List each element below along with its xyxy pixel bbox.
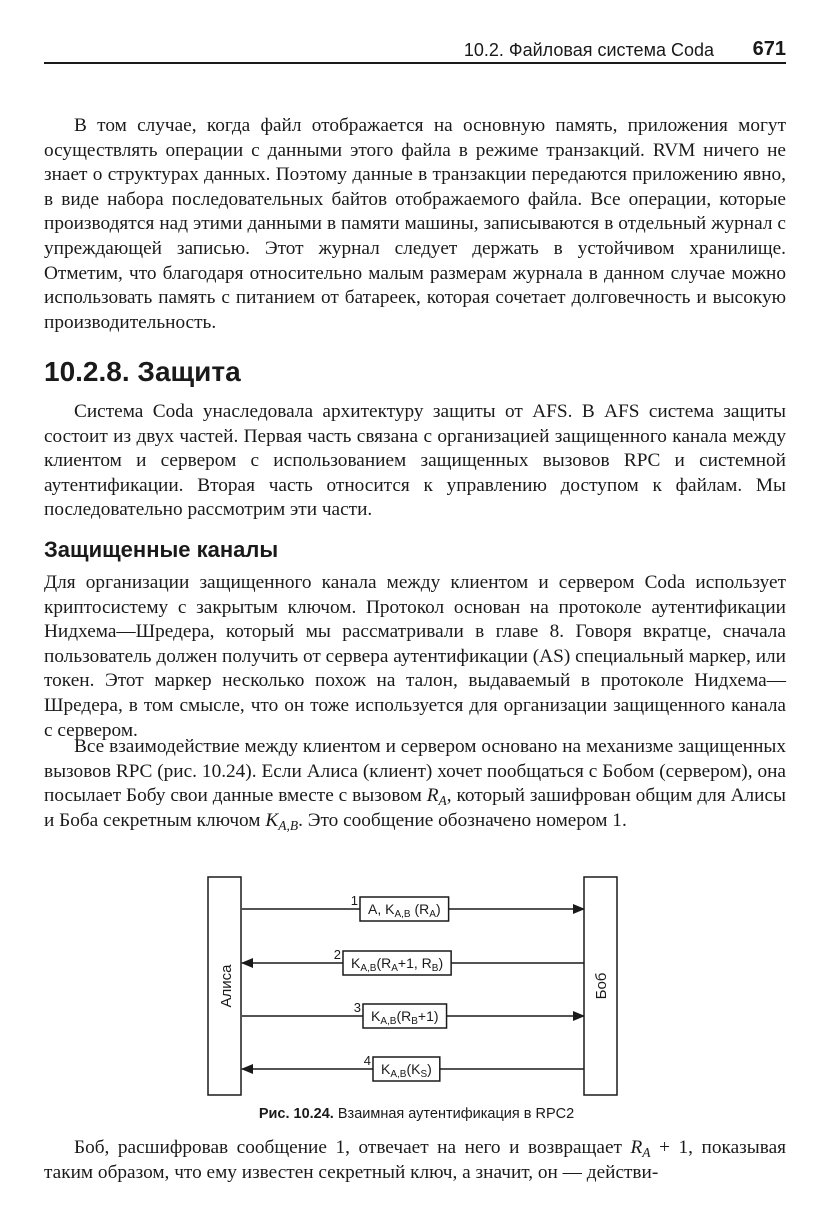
- var-base: K: [265, 809, 279, 831]
- var-kab: [265, 810, 298, 831]
- var-base: R: [426, 785, 439, 807]
- message-label-2: $K_{A,B}(R_A+1$, $R_B$): [351, 955, 444, 974]
- var-sub: A,B: [278, 817, 299, 833]
- var-ra: [630, 1137, 651, 1161]
- section-heading: 10.2.8. Защита: [44, 356, 241, 387]
- paragraph-rpc: [44, 735, 786, 833]
- paragraph-channels: Для организации защищенного канала между клиентом и сервером Coda использует криптосистему с закрытым ключом. Протокол основан на протоколе аутентификации Нидхема—Шредера, который мы рассматривали в главе 8. Говоря вкратце, сначала пользователь должен получить от сервера аутентификации (AS) специальный маркер, или токен. Этот маркер несколько похож на талон, выдаваемый в протоколе Нидхема—Шредера, в том смысле, что он тоже используется для организации защищенного канала с сервером.: [44, 572, 786, 741]
- text-run: , который зашифрован общим для Алисы и Боба секретным ключом: [44, 785, 786, 831]
- figure-caption: [0, 1106, 833, 1122]
- caption-text: Взаимная аутентификация в RPC2: [333, 1106, 575, 1122]
- text-run: + 1, показывая таким образом, что ему известен секретный ключ, а значит, он — действи-: [44, 1137, 786, 1183]
- running-title: 10.2. Файловая система Coda: [463, 40, 714, 60]
- paragraph-protection: Система Coda унаследовала архитектуру защиты от AFS. В AFS система защиты состоит из двух частей. Первая часть связана с организацией защищенного канала между клиентом и сервером с использованием защищенных вызовов RPC и системной аутентификации. Вторая часть относится к управлению доступом к файлам. Мы последовательно рассмотрим эти части.: [44, 401, 786, 521]
- var-ra: [426, 785, 447, 809]
- caption-label: Рис. 10.24.: [258, 1106, 334, 1122]
- text-run: Боб, расшифровав сообщение 1, отвечает на него и возвращает: [74, 1137, 631, 1158]
- page-number: 671: [752, 38, 786, 60]
- paragraph-intro: В том случае, когда файл отображается на основную память, приложения могут осуществлять операции с данными этого файла в режиме транзакций. RVM ничего не знает о структурах данных. Поэтому данные в транзакции передаются приложению явно, в виде набора последовательных байтов отображаемого файла. Все операции, которые производятся над этими данными в памяти машины, записываются в отдельный журнал с упреждающей записью. Этот журнал следует держать в устойчивом хранилище. Отметим, что благодаря относительно малым размерам журнала в данном случае можно использовать память с питанием от батареек, которая сочетает долговечность и высокую производительность.: [44, 115, 786, 333]
- paragraph-bob: [44, 1136, 786, 1185]
- message-label-1: A, $K_{A,B}$ $(R_A)$: [368, 901, 441, 920]
- message-number-2: 2: [333, 947, 341, 962]
- text-run: Все взаимодействие между клиентом и сервером основано на механизме защищенных вызовов RPC (рис. 10.24). Если Алиса (клиент) хочет пообщаться с Бобом (сервером), она посылает Бобу свои данные вместе с вызовом: [44, 736, 786, 807]
- message-label-3: $K_{A,B}(R_B+1)$: [371, 1008, 439, 1027]
- alice-label: Алиса: [218, 964, 235, 1008]
- var-base: R: [630, 1137, 643, 1158]
- authentication-diagram: [207, 876, 619, 1098]
- var-sub: A: [642, 1145, 651, 1161]
- bob-label: Боб: [593, 972, 610, 1000]
- message-number-3: 3: [353, 1000, 361, 1015]
- page-header: [44, 38, 786, 64]
- subsection-heading: Защищенные каналы: [44, 537, 279, 562]
- message-label-4: $K_{A,B}(K_S)$: [381, 1061, 432, 1080]
- message-number-4: 4: [363, 1053, 371, 1068]
- text-run: . Это сообщение обозначено номером 1.: [298, 809, 627, 831]
- var-sub: A: [438, 793, 447, 809]
- message-number-1: 1: [350, 893, 358, 908]
